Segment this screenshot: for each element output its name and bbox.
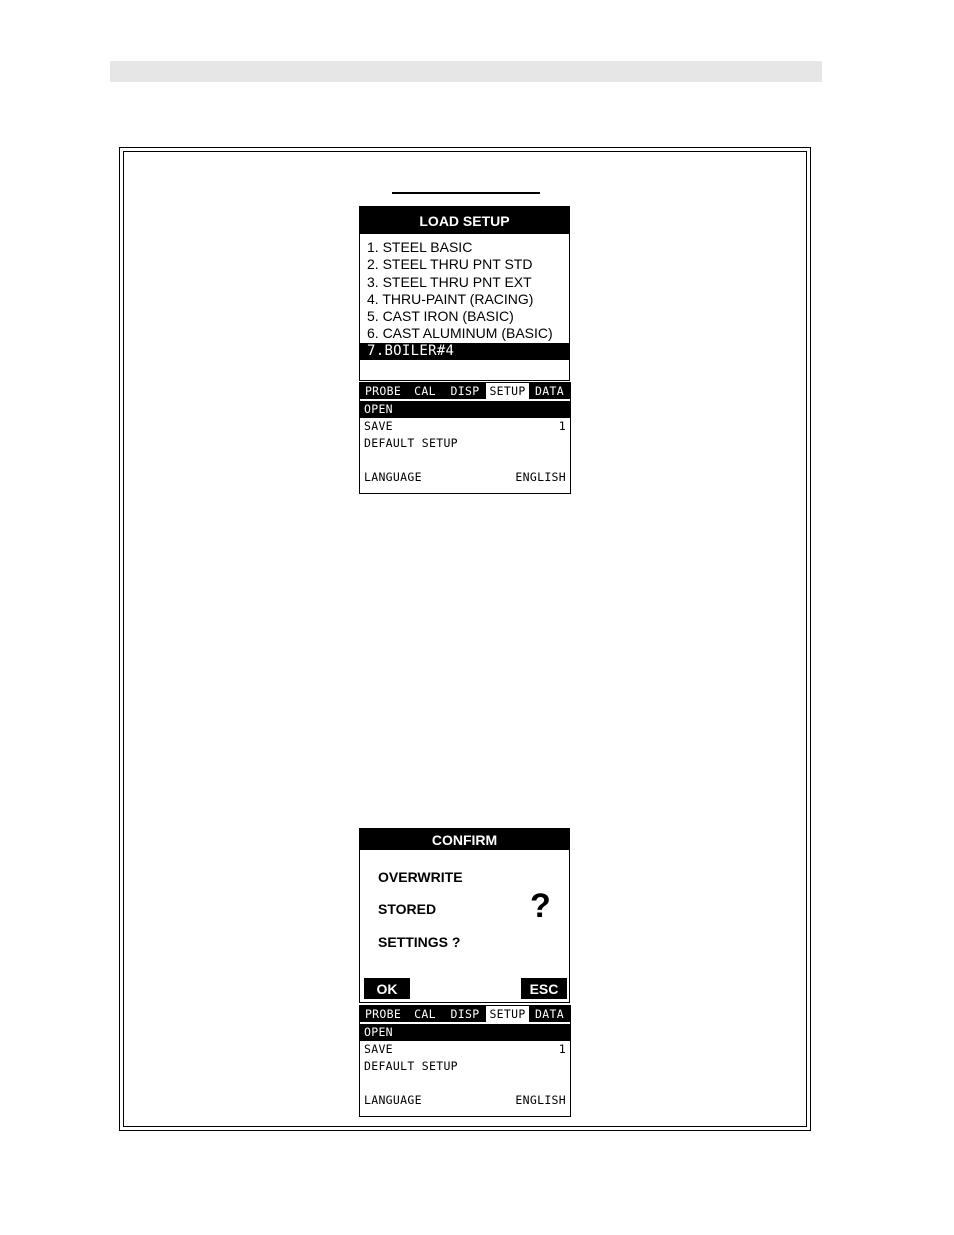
tab-probe[interactable]: PROBE xyxy=(364,384,402,398)
question-mark-icon: ? xyxy=(530,887,551,925)
menu-spacer xyxy=(360,452,570,469)
setup-menu xyxy=(359,382,571,494)
setup-list-item[interactable]: 1. STEEL BASIC xyxy=(367,239,473,255)
menu-rows xyxy=(360,401,570,486)
menu-item-value: ENGLISH xyxy=(515,470,566,484)
menu-item-language[interactable] xyxy=(360,1092,570,1109)
menu-tabs xyxy=(360,1006,570,1024)
tab-disp[interactable]: DISP xyxy=(450,1007,480,1021)
menu-item-language[interactable] xyxy=(360,469,570,486)
menu-item-label: OPEN xyxy=(364,1025,393,1039)
setup-list xyxy=(360,234,569,360)
tab-probe[interactable]: PROBE xyxy=(364,1007,402,1021)
tab-setup[interactable]: SETUP xyxy=(486,383,529,399)
menu-item-label: SAVE xyxy=(364,419,393,433)
menu-item-label: DEFAULT SETUP xyxy=(364,436,458,450)
confirm-text-line: OVERWRITE xyxy=(378,869,463,885)
menu-item-label: DEFAULT SETUP xyxy=(364,1059,458,1073)
setup-list-item[interactable]: 3. STEEL THRU PNT EXT xyxy=(367,273,532,290)
tab-data[interactable]: DATA xyxy=(535,1007,564,1021)
menu-item-save[interactable] xyxy=(360,418,570,435)
setup-list-item[interactable]: 6. CAST ALUMINUM (BASIC) xyxy=(367,325,553,342)
menu-item-value: ENGLISH xyxy=(515,1093,566,1107)
menu-item-value: 1 xyxy=(558,1042,566,1056)
confirm-title: CONFIRM xyxy=(360,829,569,850)
setup-list-item[interactable]: 4. THRU-PAINT (RACING) xyxy=(367,290,534,307)
menu-item-default-setup[interactable] xyxy=(360,1058,570,1075)
tab-cal[interactable]: CAL xyxy=(414,1007,436,1021)
menu-item-label: SAVE xyxy=(364,1042,393,1056)
menu-item-open[interactable] xyxy=(360,1024,570,1041)
menu-item-save[interactable] xyxy=(360,1041,570,1058)
setup-list-item[interactable]: 5. CAST IRON (BASIC) xyxy=(367,308,514,325)
tab-disp[interactable]: DISP xyxy=(450,384,480,398)
confirm-text-line: SETTINGS ? xyxy=(378,934,461,950)
tab-cal[interactable]: CAL xyxy=(414,384,436,398)
caption-underline xyxy=(392,192,540,194)
confirm-text-line: STORED xyxy=(378,901,437,917)
menu-item-label: LANGUAGE xyxy=(364,1093,422,1107)
menu-spacer xyxy=(360,1075,570,1092)
ok-button[interactable]: OK xyxy=(364,978,410,999)
confirm-dialog xyxy=(359,828,570,1003)
menu-item-default-setup[interactable] xyxy=(360,435,570,452)
menu-item-value: 1 xyxy=(558,419,566,433)
menu-tabs xyxy=(360,383,570,401)
menu-item-label: OPEN xyxy=(364,402,393,416)
menu-item-open[interactable] xyxy=(360,401,570,418)
header-bar xyxy=(110,61,822,82)
esc-button[interactable]: ESC xyxy=(521,978,567,999)
load-setup-title: LOAD SETUP xyxy=(360,207,569,234)
menu-rows xyxy=(360,1024,570,1109)
setup-menu xyxy=(359,1005,571,1117)
tab-setup[interactable]: SETUP xyxy=(486,1006,529,1022)
menu-item-label: LANGUAGE xyxy=(364,470,422,484)
setup-list-item[interactable]: 2. STEEL THRU PNT STD xyxy=(367,256,533,273)
setup-list-item-selected[interactable]: 7.BOILER#4 xyxy=(360,343,569,360)
load-setup-panel xyxy=(359,206,570,381)
tab-data[interactable]: DATA xyxy=(535,384,564,398)
